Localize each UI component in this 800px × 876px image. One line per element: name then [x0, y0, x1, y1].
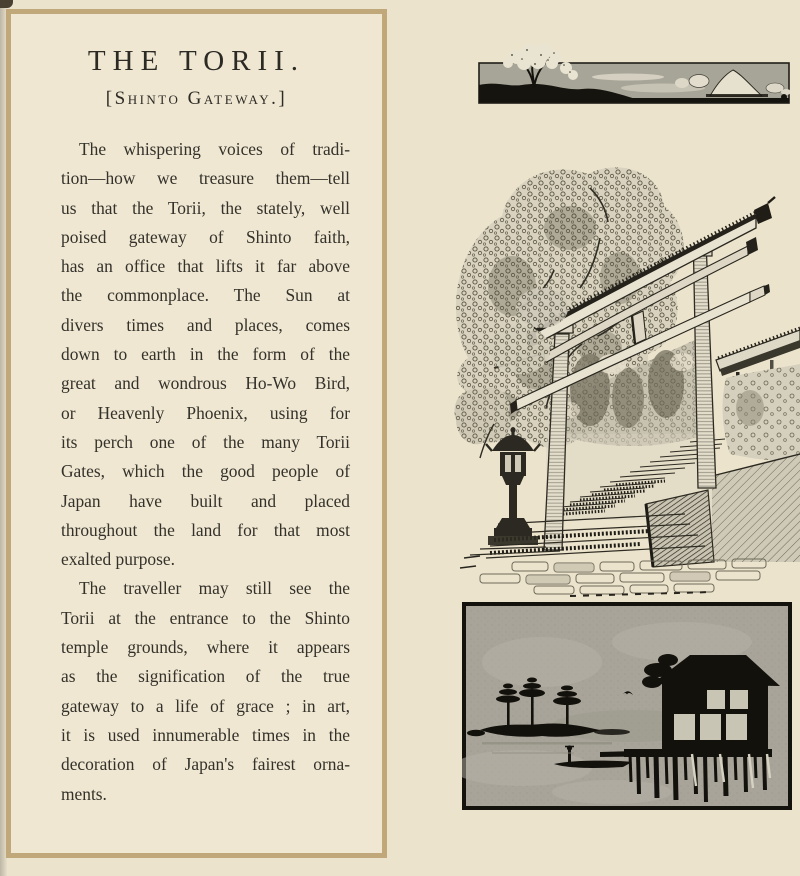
shrine-roof — [716, 328, 800, 461]
torii-scene-illustration — [450, 158, 800, 600]
text-line: divers times and places, comes — [61, 314, 350, 335]
text-line: gateway to a life of grace ; in art, — [61, 695, 350, 716]
stone-wall — [712, 454, 800, 562]
text-panel — [6, 9, 387, 858]
text-line: decoration of Japan's fairest orna- — [61, 754, 350, 775]
text-line: down to earth in the form of the — [61, 344, 350, 365]
text-line: or Heavenly Phoenix, using for — [61, 402, 350, 423]
text-line: us that the Torii, the stately, well — [61, 197, 350, 218]
paragraph — [61, 574, 350, 808]
text-line: Gates, which the good people of — [61, 461, 350, 482]
page-title: THE TORII. — [87, 45, 306, 77]
torii-art — [450, 158, 800, 600]
window — [700, 714, 721, 740]
text-line: exalted purpose. — [61, 549, 175, 570]
landscape-banner-illustration — [478, 44, 790, 108]
stair-side-wall — [646, 490, 714, 567]
text-line: it is used innumerable times in the — [61, 724, 350, 745]
window — [674, 714, 695, 740]
text-line: great and wondrous Ho-Wo Bird, — [61, 373, 350, 394]
window — [726, 714, 747, 740]
text-line: the commonplace. The Sun at — [61, 285, 350, 306]
text-line: poised gateway of Shinto faith, — [61, 226, 350, 247]
text-line: its perch one of the many Torii — [61, 431, 350, 452]
window — [730, 690, 748, 709]
page-corner-mark — [0, 0, 13, 8]
text-line: The traveller may still see the — [79, 578, 350, 599]
text-line: throughout the land for that most — [61, 519, 350, 540]
text-line: as the signification of the true — [61, 666, 350, 687]
lake-house-illustration — [462, 602, 792, 810]
text-line: ments. — [61, 783, 107, 804]
text-line: The whispering voices of tradi- — [79, 139, 350, 159]
banner-art — [478, 44, 790, 108]
window — [707, 690, 725, 709]
text-line: Japan have built and placed — [61, 490, 350, 511]
text-line: Torii at the entrance to the Shinto — [61, 607, 350, 628]
text-line: temple grounds, where it appears — [61, 637, 350, 658]
text-line: tion—how we treasure them—tell — [61, 168, 350, 189]
lake-house-art — [462, 602, 792, 810]
article-body — [11, 135, 382, 809]
text-line: has an office that lifts it far above — [61, 256, 350, 277]
paragraph — [61, 135, 350, 574]
page-subtitle: [Shinto Gateway.] — [105, 88, 288, 109]
